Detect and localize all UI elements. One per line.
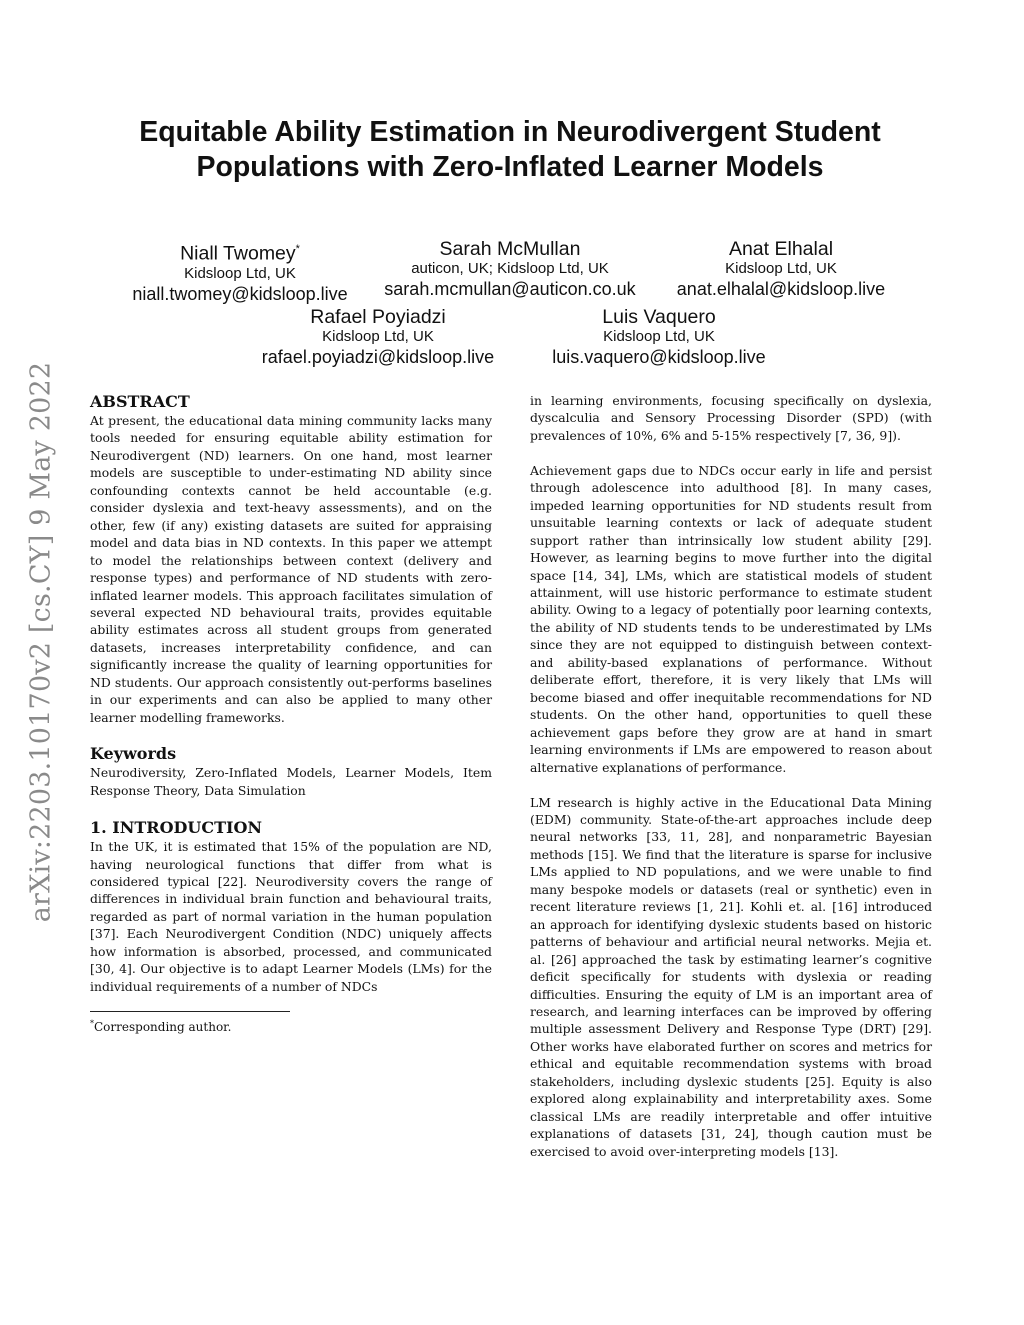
footnote-mark: *	[90, 1019, 94, 1028]
author-affiliation: Kidsloop Ltd, UK	[603, 328, 715, 345]
title-line-1: Equitable Ability Estimation in Neurodivergent Student	[139, 116, 881, 148]
author-block	[530, 306, 788, 368]
author-affiliation: Kidsloop Ltd, UK	[322, 328, 434, 345]
author-block	[668, 238, 894, 300]
footnote-rule	[90, 1011, 290, 1012]
author-block	[100, 238, 380, 305]
paragraph: in learning environments, focusing specifically on dyslexia, dyscalculia and Sensory Processing Disorder (SPD) (with prevalences of 10%, 6% and 5-15% respectively [7, 36, 9]).	[530, 393, 932, 443]
author-email[interactable]: anat.elhalal@kidsloop.live	[676, 279, 886, 299]
author-footnote-mark: *	[295, 243, 300, 255]
author-block	[380, 238, 640, 300]
author-name: Luis Vaquero	[602, 306, 716, 328]
footnote	[90, 1016, 231, 1035]
arxiv-side-label: arXiv:2203.10170v2 [cs.CY] 9 May 2022	[25, 361, 57, 923]
paper-title	[90, 115, 930, 185]
author-email[interactable]: luis.vaquero@kidsloop.live	[552, 347, 766, 367]
left-column	[90, 392, 492, 995]
paragraph: LM research is highly active in the Educational Data Mining (EDM) community. State-of-the-art approaches include deep neural networks [33, 11, 28], and nonparametric Bayesian methods [15]. We find that the literature is sparse for inclusive LMs applied to ND populations, and we were unable to find many bespoke models or datasets (real or synthetic) even in recent literature reviews [1, 21]. Kohli et. al. [16] introduced an approach for identifying dyslexic students based on historic patterns of behaviour and artificial neural networks. Mejia et. al. [26] approached the task by estimating learner’s cognitive deficit specifically for students with dyslexia or reading difficulties. Ensuring the equity of LM is an important area of research, and learning interfaces can be improved by offering multiple assessment Delivery and Response Type (DRT) [29]. Other works have elaborated further on scores and metrics for ethical and equitable recommendation systems with broad stakeholders, including dyslexic students [25]. Equity is also explored along explainability and interpretability axes. Some classical LMs are readily interpretable and offer intuitive explanations of datasets [31, 24], though caution must be exercised to avoid over-interpreting models [13].	[530, 794, 932, 1159]
paragraph: Achievement gaps due to NDCs occur early in life and persist through adolescence into adulthood [8]. In many cases, impeded learning opportunities for ND students result from unsuitable learning contexts or lack of adequate student support rather than intrinsically low student ability [29]. However, as learning begins to move further into the digital space [14, 34], LMs, which are statistical models of student attainment, will use historic performance to estimate student ability. Owing to a legacy of potentially poor learning contexts, the ability of ND students tends to be underestimated by LMs since they are not equipped to distinguish between context- and ability-based explanations of performance. Without deliberate effort, therefore, it is very likely that LMs will become biased and offer inequitable recommendations for ND students. On the other hand, opportunities to quell these achievement gaps before they grow are at hand in smart learning environments if LMs are empowered to reason about alternative explanations of performance.	[530, 462, 932, 775]
author-block	[238, 306, 518, 368]
author-affiliation: Kidsloop Ltd, UK	[725, 260, 837, 277]
author-name-text: Niall Twomey	[180, 242, 296, 265]
title-line-2: Populations with Zero-Inflated Learner Models	[196, 151, 824, 183]
author-affiliation: Kidsloop Ltd, UK	[184, 264, 296, 282]
footnote-text: Corresponding author.	[94, 1020, 232, 1034]
author-affiliation: auticon, UK; Kidsloop Ltd, UK	[411, 260, 609, 277]
keywords-heading: Keywords	[90, 744, 177, 764]
author-name: Sarah McMullan	[439, 238, 581, 260]
author-email[interactable]: sarah.mcmullan@auticon.co.uk	[384, 279, 636, 299]
author-email[interactable]: niall.twomey@kidsloop.live	[132, 283, 348, 304]
author-name: Anat Elhalal	[728, 238, 834, 260]
introduction-text: In the UK, it is estimated that 15% of the population are ND, having neurological functions that differ from what is considered typical [22]. Neurodiversity covers the range of differences in individual brain function and behavioural traits, regarded as part of normal variation in the human population [37]. Each Neurodivergent Condition (NDC) uniquely affects how information is absorbed, processed, and communicated [30, 4]. Our objective is to adapt Learner Models (LMs) for the individual requirements of a number of NDCs	[90, 839, 492, 994]
abstract-heading: ABSTRACT	[90, 392, 190, 411]
author-email[interactable]: rafael.poyiadzi@kidsloop.live	[261, 347, 495, 367]
introduction-heading: 1. INTRODUCTION	[90, 818, 263, 838]
author-name: Rafael Poyiadzi	[310, 306, 446, 328]
keywords-text: Neurodiversity, Zero-Inflated Models, Learner Models, Item Response Theory, Data Simulation	[90, 765, 492, 798]
author-name	[100, 238, 380, 265]
right-column	[530, 392, 932, 1178]
abstract-text: At present, the educational data mining community lacks many tools needed for ensuring equitable ability estimation for Neurodivergent (ND) learners. On one hand, most learner models are susceptible to under-estimating ND ability since confounding contexts cannot be held accountable (e.g. consider dyslexia and text-heavy assessments), and on the other, few (if any) existing datasets are suited for appraising model and data bias in ND contexts. In this paper we attempt to model the relationships between context (delivery and response types) and performance of ND students with zero-inflated learner models. This approach facilitates simulation of several expected ND behavioural traits, provides equitable ability estimates across all student groups from generated datasets, increases interpretability confidence, and can significantly increase the quality of learning opportunities for ND students. Our approach consistently out-performs baselines in our experiments and can also be applied to many other learner modelling frameworks.	[90, 413, 492, 725]
